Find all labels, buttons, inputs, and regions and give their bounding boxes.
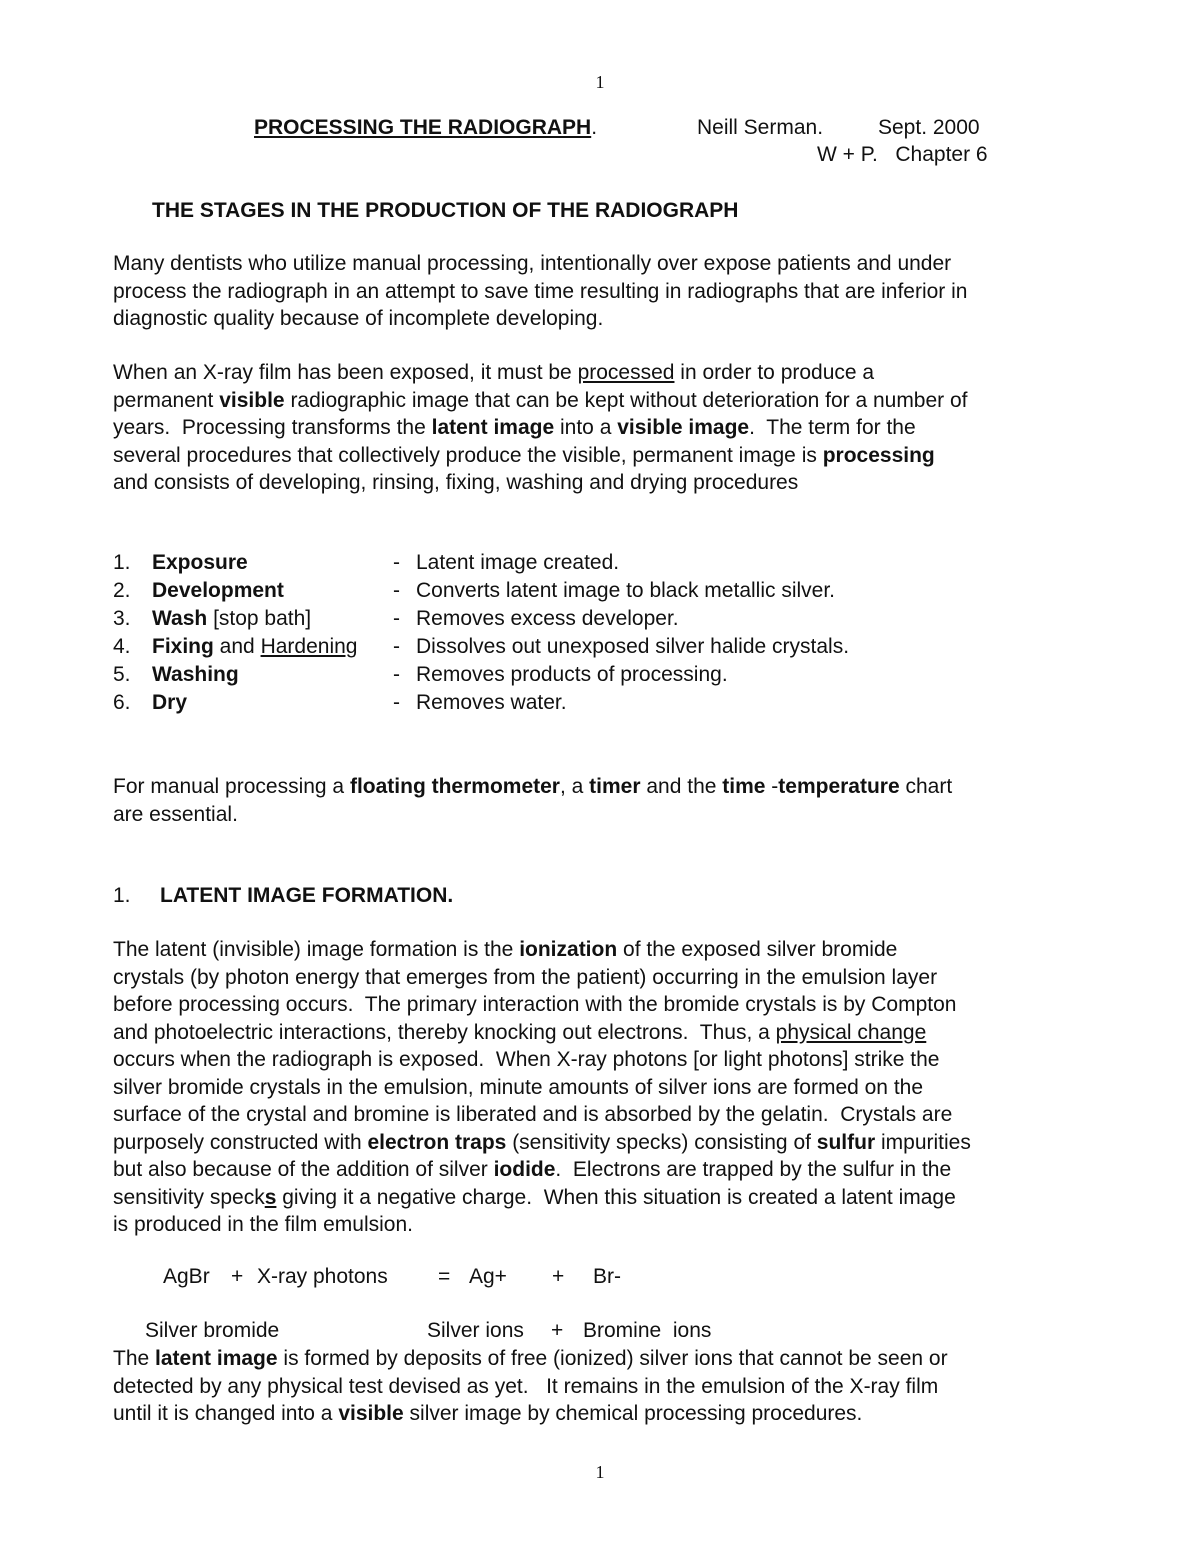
list-item-dash: - bbox=[393, 635, 400, 658]
label-plus: + bbox=[551, 1319, 564, 1342]
page-number-top: 1 bbox=[595, 72, 605, 92]
list-item-dash: - bbox=[393, 551, 400, 574]
intro-line: diagnostic quality because of incomplete developing. bbox=[113, 307, 604, 330]
list-item-number: 2. bbox=[113, 579, 131, 602]
equation-photons: X-ray photons bbox=[257, 1265, 388, 1288]
list-item-dash: - bbox=[393, 663, 400, 686]
page-number-bottom: 1 bbox=[595, 1462, 605, 1482]
list-item-dash: - bbox=[393, 607, 400, 630]
equation-bromine-ion: Br- bbox=[593, 1265, 621, 1288]
manual-processing-paragraph: For manual processing a floating thermometer, a timer and the time -temperature chart are essential. bbox=[113, 775, 953, 826]
label-silver-bromide: Silver bromide bbox=[145, 1319, 280, 1342]
equation-equals: = bbox=[438, 1265, 451, 1288]
list-item-term: Wash [stop bath] bbox=[152, 607, 312, 630]
section-heading: THE STAGES IN THE PRODUCTION OF THE RADIOGRAPH bbox=[152, 199, 739, 222]
intro-line: process the radiograph in an attempt to save time resulting in radiographs that are inferior in bbox=[113, 279, 968, 303]
list-item-term: Exposure bbox=[152, 551, 248, 574]
document-title: PROCESSING THE RADIOGRAPH. bbox=[254, 116, 598, 139]
equation-plus: + bbox=[552, 1265, 565, 1288]
author-name: Neill Serman. bbox=[697, 116, 824, 139]
list-item-description: Dissolves out unexposed silver halide crystals. bbox=[416, 635, 850, 658]
list-item-dash: - bbox=[393, 691, 400, 714]
list-item-description: Converts latent image to black metallic silver. bbox=[416, 579, 836, 602]
label-bromine-ions: Bromine ions bbox=[583, 1319, 712, 1342]
latent-heading: LATENT IMAGE FORMATION. bbox=[160, 884, 454, 907]
list-item-number: 6. bbox=[113, 691, 131, 714]
list-item-dash: - bbox=[393, 579, 400, 602]
list-item-number: 1. bbox=[113, 551, 131, 574]
equation-silver-ion: Ag+ bbox=[469, 1265, 507, 1288]
list-item-term: Dry bbox=[152, 691, 188, 714]
list-item-number: 4. bbox=[113, 635, 131, 658]
chapter-reference: W + P. Chapter 6 bbox=[817, 143, 988, 166]
list-item-term: Washing bbox=[152, 663, 239, 686]
list-item-number: 5. bbox=[113, 663, 131, 686]
label-silver-ions: Silver ions bbox=[427, 1319, 524, 1342]
latent-image-summary-paragraph: The latent image is formed by deposits of free (ionized) silver ions that cannot be seen or detected by any physical test devised as yet. It remains in the emulsion of the X-ray film until it is changed into a visible silver image by chemical processing procedures. bbox=[113, 1347, 948, 1425]
list-item-description: Removes water. bbox=[416, 691, 567, 714]
latent-heading-number: 1. bbox=[113, 884, 131, 907]
document-date: Sept. 2000 bbox=[878, 116, 980, 139]
intro-line: Many dentists who utilize manual processing, intentionally over expose patients and under bbox=[113, 252, 952, 275]
list-item-term: Development bbox=[152, 579, 284, 602]
list-item-description: Latent image created. bbox=[416, 551, 620, 574]
latent-image-paragraph: The latent (invisible) image formation is the ionization of the exposed silver bromide crystals (by photon energy that emerges from the patient) occurring in the emulsion layer before processing occurs. The primary interaction with the bromide crystals is by Compton and photoelectric interactions, thereby knocking out electrons. Thus, a physical change occurs when the radiograph is exposed. When X-ray photons [or light photons] strike the silver bromide crystals in the emulsion, minute amounts of silver ions are formed on the surface of the crystal and bromine is liberated and is absorbed by the gelatin. Crystals are purposely constructed with electron traps (sensitivity specks) consisting of sulfur impurities but also because of the addition of silver iodide. Electrons are trapped by the sulfur in the sensitivity specks giving it a negative charge. When this situation is created a latent image is produced in the film emulsion. bbox=[113, 938, 971, 1236]
intro-paragraph bbox=[113, 250, 1103, 333]
equation-agbr: AgBr bbox=[163, 1265, 210, 1288]
processing-paragraph: When an X-ray film has been exposed, it must be processed in order to produce a permanent visible radiographic image that can be kept without deterioration for a number of years. Processing transforms the latent image into a visible image. The term for the several procedures that collectively produce the visible, permanent image is processing and consists of developing, rinsing, fixing, washing and drying procedures bbox=[113, 361, 968, 494]
list-item-term: Fixing and Hardening bbox=[152, 635, 358, 658]
list-item-description: Removes products of processing. bbox=[416, 663, 728, 686]
list-item-description: Removes excess developer. bbox=[416, 607, 679, 630]
list-item-number: 3. bbox=[113, 607, 131, 630]
equation-plus: + bbox=[231, 1265, 244, 1288]
